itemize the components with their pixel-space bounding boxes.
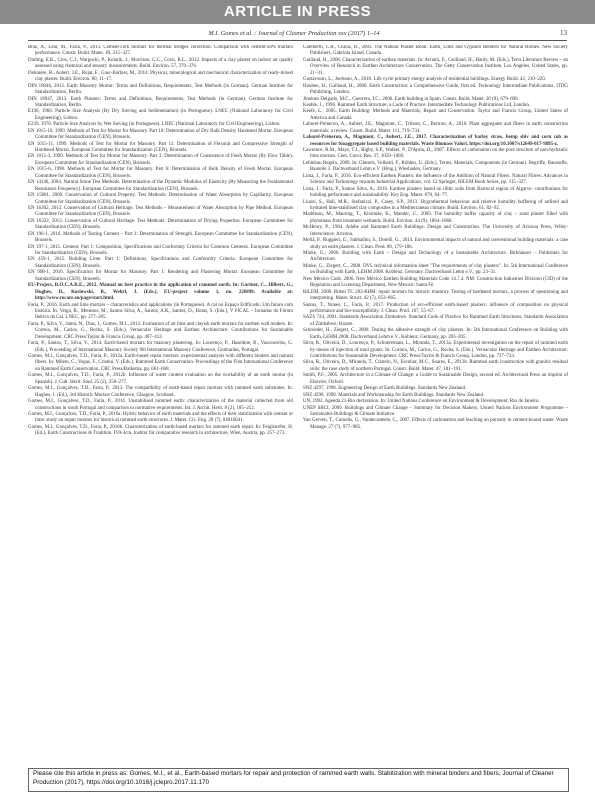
reference-entry: Brás, A., Leal, M., Faria, P., 2013. Cement-cork mortars for thermal bridges correction. Comparison with cement-EPS mortars performance. Constr. Build. Mater. 49, 315–327.	[28, 45, 293, 57]
article-in-press-banner: ARTICLE IN PRESS	[0, 0, 595, 24]
reference-entry: Santos, T., Nunes, L., Faria, P., 2017. Production of eco-efficient earth-based plasters: influence of composition on physical performance and bio-susceptibility. J. Clean. Prod. 167, 55–67.	[303, 302, 568, 314]
reference-entry: Laborel-Préneron, A., Aubert, J.E., Magniont, C., Tribout, C., Bertron, A., 2016. Plant aggregates and fibers in earth construction materials: a review. Constr. Build. Mater. 111, 719–734.	[303, 122, 568, 134]
reference-entry: Faria, P., Santos, T., Silva, V., 2014. Earth-based mortars for masonry plastering. In: Lourenço, P., Haseltine, B., Vasconcelos, G. (Eds.), Proceeding of International Masonry Society 9th International Masonry Conference, Guimarães, Portugal.	[28, 341, 293, 353]
reference-entry: Faria, P., 2016. Earth and lime mortars – characteristics and applications (in Portuguese). A cal no Espaço Edificado: Um futuro com história. In: Veiga, R., Menezes, M., Santos Silva, A., Santos, A.R., Santos, D., Botas, S. (Eds.), V FICAL – Jornadas do Fórum Ibérico da Cal. LNEC, pp. 277–285.	[28, 302, 293, 321]
reference-entry: EN 998-1, 2016. Specification for Mortar for Masonry. Part 1: Rendering and Plastering Mortar. European Committee for Standardization (CEN), Brussels.	[28, 270, 293, 282]
reference-entry: Silva, R., Oliveira, D., Miranda, T., Cristelo, N., Escobar, M.C., Soares, E., 2013b. Rammed earth construction with granitic residual soils: the case study of northern Portugal. Constr. Build. Mater. 47, 181–191.	[303, 360, 568, 372]
reference-entry: EN 197-1, 2011. Cement. Part 1: Composition, Specifications and Conformity Criteria for Common Cements. European Committee for Standardization (CEN), Brussels.	[28, 244, 293, 256]
reference-entry: Laborel-Préneron, A., Magniont, C., Aubert, J.E., 2017. Characterization of barley straw, hemp shiv and corn cob as resources for bioaggregate based building materials. Waste Biomass Valori. https://doi.org/10.1007/s12649-017-9895-z.	[303, 135, 568, 147]
reference-entry: Guelberth, C.R., Chiras, D., 2003. The Natural Plaster Book: Earth, Lime and Gypsum Renders for Natural Homes. New Society Publishers, Gabriola Island, Canada.	[303, 45, 568, 57]
reference-entry: Lima, J., Faria, P., Santos Silva, A., 2016. Earthen plasters based on illitic soils from Barrocal region of Algarve: contributions for building performance and sustainability. Key Eng. Mater. 678, 64–77.	[303, 186, 568, 199]
reference-entry: Delinière, R., Aubert, J.E., Rojat, F., Gasc-Barbier, M., 2014. Physical, mineralogical and mechanical characterization of ready-mixed clay plaster. Build. Environ. 80, 11–17.	[28, 70, 293, 83]
reference-entry: Keefe, L., 2005. Earth Building: Methods and Materials, Repair and Conservation. Taylor and Francis Group, United States of America and Canada.	[303, 109, 568, 121]
citation-notice-box: Please cite this article in press as: Gomes, M.I., et al., Earth-based mortars for repair and protection of rammed earth walls. Stabilization with mineral binders and fibers, Journal of Cleaner Production (2017), https://doi.org/10.1016/j.jclepro.2017.11.170	[28, 768, 569, 792]
reference-entry: Gustavsson, L., Joelsson, A., 2010. Life cycle primary energy analysis of residential buildings. Energy Build. 42, 210–220.	[303, 77, 546, 83]
reference-entry: Lehmbau Regeln, 2009. In: Ghesels, Volhard, F., Röhlen, U. (Eds.), Terms, Materials, Components (in German). Begriffe, Baustoffe, Bauteile 3. Dachverband Lehm e.V. (Hrsg.), Wiesbaden, Germany.	[303, 160, 568, 173]
reference-entry: Houben, H., Guillaud, H., 2006. Earth Construction: a Comprehensive Guide, first ed. Technology Intermediate Publications, ITDG Publishing, London.	[303, 83, 568, 96]
reference-entry: EU-Project, R.O.C.A.R.E., 2012. Manual on best practice in the application of rammed earth. In: Gartner, C., Hilbert, G., Hughes, D., Koslowski, R., Wehrl, J. (Eds.), EU-project volume 1, no. 226898. Available at: http://www.rocare.eu/page/start.html.	[28, 283, 293, 302]
reference-entry: Schroeder, H., Ziegert, C., 2008. Testing the adhesive strength of clay plasters. In: 5th International Conference on Building with Earth, LEHM 2008. Dachverband Lehm e.V., Koblenz, Germany, pp. 203–205.	[303, 328, 568, 340]
reference-entry: Van Gerven, T., Cornelis, G., Vandecasteele, C., 2007. Effects of carbonation and leaching on porosity in cement-bound waste. Waste Manage. 27 (7), 977–985.	[303, 418, 568, 430]
reference-entry: Lima, J., Faria, P., 2016. Eco-efficient Earthen Plasters: the Influence of the Addition of Natural Fibers. Natural Fibres: Advances in Science and Technology towards Industrial Applications, vol. 12 Springer, RILEM Book Series, pp. 315–327.	[303, 173, 568, 186]
reference-entry: SNZ 4298, 1998. Materials and Workmanship for Earth Buildings. Standards New Zealand.	[303, 392, 485, 398]
reference-entry: Liuzzi, S., Hall, M.R., Stefanizzi, P., Casey, S.P., 2013. Hygrothermal behaviour and relative humidity buffering of unfired and hydrated lime-stabilised clay composites in a Mediterranean climate. Build. Environ. 61, 82–92.	[303, 199, 568, 211]
reference-entry: Smith, P.F., 2005. Architecture in a Climate of Change: a Guide to Sustainable Design, second ed. Architectural Press an imprint of Elsevier, Oxford.	[303, 373, 568, 385]
reference-entry: Gomes, M.I., Gonçalves, T.D., Faria, P., 2012a. Earth-based repair mortars: experimental analysis with different binders and natural fibers. In: Mileto, C., Vegas, F., Cristini, V. (Eds.), Rammed Earth Conservation: Proceedings of the First International Conference on Rammed Earth Conservation. CRC Press/Balkema, pp. 661–668.	[28, 354, 293, 372]
reference-entry: EN 16322, 2013. Conservation of Cultural Heritage. Test Methods: Determination of Drying Properties. European Committee for Standardization (CEN), Brussels.	[28, 218, 293, 231]
reference-entry: EN 15801, 2009. Conservation of Cultural Property. Test Methods: Determination of Water Absorption by Capillarity. European Committee for Standardization (CEN), Brussels.	[28, 193, 293, 205]
reference-entry: Jiménez Delgado, M.C., Guerrero, I.C., 2006. Earth building in Spain. Constr. Build. Mater. 20 (9), 679–690.	[303, 96, 519, 102]
reference-entry: DIN 18946, 2013. Earth Masonry Mortar: Terms and Definitions, Requirements, Test Methods (in German). German Institute for Standardization, Berlin.	[28, 83, 293, 96]
reference-entry: Gomes, M.I., Gonçalves, T.D., Faria, P., 2014. Unstabilised rammed earth: characterization of the material collected from old constructions in south Portugal and comparison to normative requirements. Int. J. Archit. Herit. 8 (2), 185–212.	[28, 399, 293, 411]
reference-entry: Melià, P., Ruggieri, G., Sabbadini, S., Dotelli, G., 2014. Environmental impacts of natural and conventional building materials: a case study on earth plasters. J. Clean. Prod. 80, 179–186.	[303, 238, 568, 250]
page-number: 13	[560, 29, 567, 37]
reference-entry: E239, 1970. Particle Size Analysis by Wet Sieving (in Portuguese). LNEC (National Laboratory for Civil Engineering), Lisbon.	[28, 122, 281, 128]
reference-entry: SAZS 724, 2001. Standards Association Zimbabwe. Standard Code of Practice for Rammed Earth Structures. Standards Association of Zimbabwe, Harare.	[303, 315, 568, 327]
reference-entry: EN 1015-3, 1999. Methods of Test for Mortar for Masonry. Part 3: Determination of Consistence of Fresh Mortar (By Flow Table). European Committee for Standardization (CEN), Brussels.	[28, 154, 293, 166]
reference-entry: E196, 1966. Particle Size Analysis (By Dry Sieving and Sedimentation) (in Portuguese). LNEC (National Laboratory for Civil Engineering), Lisbon.	[28, 109, 293, 121]
reference-entry: Guillaud, H., 2008. Characterization of earthen materials. In: Avrami, E., Guillaud, H., Hardy, M. (Eds.), Terra Literature Review – an Overview of Research in Earthen Architecture Conservation. The Getty Conservation Institute, Los Angeles, United States, pp. 21–31.	[303, 57, 568, 76]
reference-entry: SNZ 4297, 1998. Engineering Design of Earth Buildings. Standards New Zealand.	[303, 386, 467, 392]
reference-entry: EN 1015-11, 1999. Methods of Test for Mortar for Masonry. Part 11: Determination of Flexural and Compressive Strength of Hardened Mortar. European Committee for Standardization (CEN), Brussels.	[28, 141, 293, 153]
header-rule	[28, 40, 567, 41]
reference-entry: RILEM, 2008. Rilem TC 203-RHM: repair mortars for historic masonry. Testing of hardened mortars, a process of questioning and interpreting. Mater. Struct. 42 (7), 853–865.	[303, 289, 568, 302]
reference-entry: EN 196-1, 2016. Methods of Testing Cement – Part 1: Determination of Strength. European Committee for Standardization (CEN), Brussels.	[28, 231, 293, 244]
reference-entry: Maddison, M., Mauring, T., Kirsimäe, K., Mander, U., 2009. The humidity buffer capacity of clay – sand plaster filled with phytomass from treatment wetlands. Build. Environ. 44 (9), 1864–1868.	[303, 212, 568, 224]
reference-entry: Keable, J., 1996. Rammed Earth Structure: a Code of Practice. Intermediate Technology Publications Ltd, London.	[303, 102, 531, 108]
reference-entry: EN 16302, 2013. Conservation of Cultural Heritage. Test Methods – Measurement of Water Absorption by Pipe Method. European Committee for Standardization (CEN), Brussels.	[28, 205, 293, 218]
reference-entry: Lawrence, R.M., Mays, T.J., Rigby, S.P., Walker, P., D'Ayala, D., 2007. Effects of carbonation on the pore structure of non-hydraulic lime mortars. Cem. Concr. Res. 37, 1059–1069.	[303, 148, 568, 160]
reference-entry: Gomes, M.I., Gonçalves, T.D., Faria, P., 2016b. Characterization of earth-based mortars for rammed earth repair. In: Feiglstorfer, H. (Ed.), Earth Constructions & Tradition. IVA-Icra. Institut für comparative research in architecture, Wien, Austria, pp. 257–273.	[28, 424, 293, 437]
reference-entry: Silva, R., Oliveira, D., Lourenço, P., Schueremans, L., Miranda, T., 2013a. Experimental investigation on the repair of rammed earth by means of injection of mud grouts. In: Correia, M., Carlos, G., Rocha, S. (Eds.), Vernacular Heritage and Earthen Architecture: Contributions for Sustainable Development. CRC Press/Taylor & Francis Group, London, pp. 727–733.	[303, 341, 568, 359]
reference-entry: Minke, G., 2006. Building with Earth – Design and Technology of a Sustainable Architecture. Birkhäuser – Publishers for Architecture.	[303, 251, 568, 263]
reference-entry: EN 1015-10, 1999. Methods of Test for Mortar for Masonry. Part 10: Determination of Dry Bulk Density Hardened Mortar. European Committee for Standardization (CEN), Brussels.	[28, 128, 293, 141]
reference-entry: McHenry, P., 1984. Adobe and Rammed Earth Buildings: Design and Construction. The University of Arizona Press, Wiley-Interscience, Arizona.	[303, 225, 568, 237]
reference-entry: DIN 18947, 2013. Earth Plasters: Terms and Definitions, Requirements, Test Methods (in German). German Institute for Standardization, Berlin.	[28, 96, 293, 108]
journal-citation-header: M.I. Gomes et al. / Journal of Cleaner Production xxx (2017) 1–14	[208, 30, 380, 37]
reference-entry: EN 459-1, 2015. Building Lime. Part 1: Definitions, Specifications and Conformity Criteria. European Committee for Standardization (CEN), Brussels.	[28, 257, 293, 269]
reference-entry: EN 14146, 2004. Natural Stone Test Methods. Determination of the Dynamic Modulus of Elasticity (By Measuring the Fundamental Resonance Frequency). European Committee for Standardization (CEN), Brussels.	[28, 180, 293, 192]
references-column-right	[303, 45, 568, 763]
reference-entry: Gomes, M.I., Gonçalves, T.D., Faria, P., 2016a. Hydric behavior of earth materials and the effects of their stabilization with cement or lime: study on repair mortars for historical rammed earth structures. J. Mater. Civ. Eng. 28 (7), 04016041.	[28, 411, 293, 424]
running-head	[28, 29, 567, 37]
reference-entry: New Mexico Code, 2006. New México Earthen Building Materials Code 14.7.4. NM: Construction Industries Division (CID) of the Regulation and Licensing Department, New Mexico: Santa Fé.	[303, 276, 568, 289]
reference-entry: Gomes, M.I., Gonçalves, T.D., Faria, P., 2012b. Influence of water content evaluation on the workability of an earth mortar (in Spanish). J. Cult. Herit. Stud. 25 (2), 258–277.	[28, 373, 293, 385]
reference-entry: Minke, G., Ziegert, C., 2008. DVL technical information sheet "The requirements of clay plasters". In: 5th International Conference on Building with Earth, LEHM 2008. Koblenz, Germany. Dachverband Lehm e.V., pp. 23–31.	[303, 263, 568, 276]
reference-entry: UNEP SBCI, 2009. Buildings and Climate Change – Summary for Decision Makers. United Nations Environment Programme – Sustainable Buildings & Climate Initiative.	[303, 405, 568, 417]
reference-entry: EN 1015-6, 1998. Methods of Test for Mortar for Masonry. Part 6: Determination of Bulk Density of Fresh Mortar. European Committee for Standardization (CEN), Brussels.	[28, 167, 293, 179]
reference-entry: Faria, P., Silva, V., Jamú, N., Dias, I., Gomes, M.I., 2013. Evaluation of air lime and clayish earth mortars for earthen wall renders. In: Correia, M., Carlos, G., Rocha, S. (Eds.), Vernacular Heritage and Earthen Architecture: Contributions for Sustainable Development. CRC Press/Taylor & Francis Group, pp. 407–413.	[28, 321, 293, 340]
references-column-left	[28, 45, 293, 763]
reference-entry: Gomes, M.I., Gonçalves, T.D., Faria, P., 2013. The compatibility of earth-based repair mortars with rammed earth substrates. In: Hughes, J. (Ed.), 3rd Historic Mortars Conference, Glasgow, Scotland.	[28, 386, 293, 398]
reference-entry: UN, 1992. Agenda 21-Rio declaration. In: United Nations Conference on Environment & Development, Rio de Janeiro.	[303, 399, 540, 405]
reference-entry: Darling, E.K., Cros, C.J., Wargocki, P., Kolarik, J., Morrison, G.C., Corsi, R.L., 2012. Impacts of a clay plaster on indoor air quality assessed using chemical and sensory measurements. Build. Environ. 57, 370–376.	[28, 57, 293, 70]
